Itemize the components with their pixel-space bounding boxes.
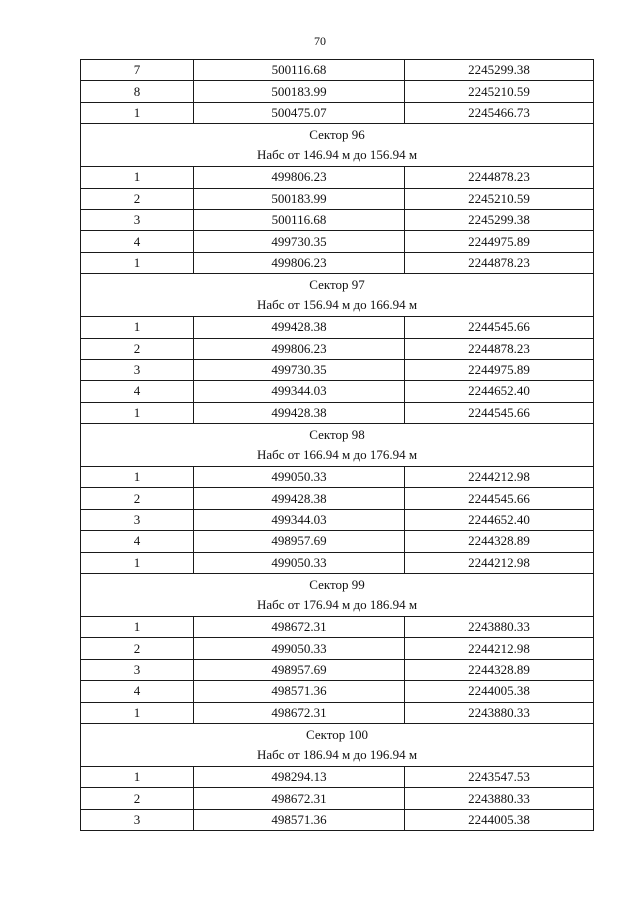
- x-coordinate-cell: 498957.69: [194, 659, 405, 680]
- point-number-cell: 2: [81, 788, 194, 809]
- point-number-cell: 1: [81, 702, 194, 723]
- x-coordinate-cell: 499050.33: [194, 467, 405, 488]
- x-coordinate-cell: 499428.38: [194, 488, 405, 509]
- point-number-cell: 1: [81, 167, 194, 188]
- y-coordinate-cell: 2243880.33: [405, 617, 594, 638]
- y-coordinate-cell: 2244652.40: [405, 381, 594, 402]
- y-coordinate-cell: 2244545.66: [405, 488, 594, 509]
- x-coordinate-cell: 499344.03: [194, 509, 405, 530]
- table-row: [81, 359, 594, 380]
- y-coordinate-cell: 2244005.38: [405, 681, 594, 702]
- x-coordinate-cell: 500116.68: [194, 60, 405, 81]
- y-coordinate-cell: 2243880.33: [405, 788, 594, 809]
- y-coordinate-cell: 2244975.89: [405, 359, 594, 380]
- x-coordinate-cell: 499806.23: [194, 338, 405, 359]
- x-coordinate-cell: 499050.33: [194, 552, 405, 573]
- table-row: [81, 638, 594, 659]
- sector-header-row: [81, 124, 594, 167]
- sector-height-range: Набс от 156.94 м до 166.94 м: [256, 297, 418, 313]
- table-row: [81, 317, 594, 338]
- point-number-cell: 1: [81, 766, 194, 787]
- point-number-cell: 1: [81, 552, 194, 573]
- coordinates-table: [80, 59, 594, 831]
- table-row: [81, 60, 594, 81]
- y-coordinate-cell: 2245210.59: [405, 81, 594, 102]
- y-coordinate-cell: 2244975.89: [405, 231, 594, 252]
- x-coordinate-cell: 499344.03: [194, 381, 405, 402]
- point-number-cell: 2: [81, 188, 194, 209]
- table-row: [81, 338, 594, 359]
- sector-height-range: Набс от 166.94 м до 176.94 м: [256, 447, 418, 463]
- table-row: [81, 102, 594, 123]
- point-number-cell: 7: [81, 60, 194, 81]
- table-row: [81, 766, 594, 787]
- sector-header: [81, 274, 594, 317]
- y-coordinate-cell: 2245210.59: [405, 188, 594, 209]
- point-number-cell: 3: [81, 509, 194, 530]
- table-row: [81, 809, 594, 830]
- sector-title: Сектор 97: [309, 277, 365, 293]
- sector-title: Сектор 99: [309, 577, 365, 593]
- sector-title: Сектор 98: [309, 427, 365, 443]
- y-coordinate-cell: 2244212.98: [405, 552, 594, 573]
- sector-header: [81, 124, 594, 167]
- x-coordinate-cell: 499428.38: [194, 317, 405, 338]
- x-coordinate-cell: 498571.36: [194, 681, 405, 702]
- table-row: [81, 209, 594, 230]
- y-coordinate-cell: 2244878.23: [405, 167, 594, 188]
- table-row: [81, 659, 594, 680]
- y-coordinate-cell: 2243547.53: [405, 766, 594, 787]
- table-row: [81, 252, 594, 273]
- coordinates-table-body: [81, 60, 594, 831]
- table-row: [81, 788, 594, 809]
- point-number-cell: 1: [81, 252, 194, 273]
- point-number-cell: 1: [81, 467, 194, 488]
- x-coordinate-cell: 499050.33: [194, 638, 405, 659]
- y-coordinate-cell: 2244328.89: [405, 531, 594, 552]
- sector-header-row: [81, 424, 594, 467]
- sector-header-row: [81, 574, 594, 617]
- x-coordinate-cell: 498672.31: [194, 788, 405, 809]
- y-coordinate-cell: 2244878.23: [405, 338, 594, 359]
- point-number-cell: 4: [81, 681, 194, 702]
- table-row: [81, 81, 594, 102]
- table-row: [81, 167, 594, 188]
- y-coordinate-cell: 2245466.73: [405, 102, 594, 123]
- table-row: [81, 702, 594, 723]
- y-coordinate-cell: 2244005.38: [405, 809, 594, 830]
- x-coordinate-cell: 499730.35: [194, 231, 405, 252]
- point-number-cell: 1: [81, 317, 194, 338]
- y-coordinate-cell: 2245299.38: [405, 209, 594, 230]
- y-coordinate-cell: 2244652.40: [405, 509, 594, 530]
- table-row: [81, 552, 594, 573]
- sector-header: [81, 424, 594, 467]
- point-number-cell: 3: [81, 809, 194, 830]
- point-number-cell: 3: [81, 659, 194, 680]
- sector-header-row: [81, 274, 594, 317]
- table-row: [81, 381, 594, 402]
- x-coordinate-cell: 500183.99: [194, 188, 405, 209]
- x-coordinate-cell: 498672.31: [194, 702, 405, 723]
- sector-height-range: Набс от 186.94 м до 196.94 м: [256, 746, 418, 762]
- point-number-cell: 3: [81, 209, 194, 230]
- x-coordinate-cell: 499730.35: [194, 359, 405, 380]
- point-number-cell: 2: [81, 638, 194, 659]
- y-coordinate-cell: 2243880.33: [405, 702, 594, 723]
- y-coordinate-cell: 2244212.98: [405, 638, 594, 659]
- x-coordinate-cell: 499806.23: [194, 252, 405, 273]
- table-row: [81, 681, 594, 702]
- point-number-cell: 1: [81, 617, 194, 638]
- sector-header-row: [81, 723, 594, 766]
- table-row: [81, 531, 594, 552]
- sector-title: Сектор 100: [305, 726, 368, 742]
- table-row: [81, 231, 594, 252]
- table-row: [81, 488, 594, 509]
- y-coordinate-cell: 2244212.98: [405, 467, 594, 488]
- point-number-cell: 1: [81, 402, 194, 423]
- table-row: [81, 617, 594, 638]
- x-coordinate-cell: 500116.68: [194, 209, 405, 230]
- table-row: [81, 188, 594, 209]
- x-coordinate-cell: 500475.07: [194, 102, 405, 123]
- table-row: [81, 509, 594, 530]
- x-coordinate-cell: 498672.31: [194, 617, 405, 638]
- y-coordinate-cell: 2244328.89: [405, 659, 594, 680]
- sector-title: Сектор 96: [309, 127, 365, 143]
- sector-height-range: Набс от 146.94 м до 156.94 м: [256, 147, 418, 163]
- sector-header: [81, 574, 594, 617]
- point-number-cell: 4: [81, 531, 194, 552]
- point-number-cell: 8: [81, 81, 194, 102]
- table-row: [81, 467, 594, 488]
- point-number-cell: 1: [81, 102, 194, 123]
- x-coordinate-cell: 499428.38: [194, 402, 405, 423]
- page-number: 70: [314, 34, 326, 48]
- table-row: [81, 402, 594, 423]
- x-coordinate-cell: 498571.36: [194, 809, 405, 830]
- y-coordinate-cell: 2245299.38: [405, 60, 594, 81]
- y-coordinate-cell: 2244545.66: [405, 402, 594, 423]
- point-number-cell: 4: [81, 231, 194, 252]
- sector-header: [81, 723, 594, 766]
- point-number-cell: 2: [81, 338, 194, 359]
- point-number-cell: 2: [81, 488, 194, 509]
- point-number-cell: 3: [81, 359, 194, 380]
- point-number-cell: 4: [81, 381, 194, 402]
- y-coordinate-cell: 2244878.23: [405, 252, 594, 273]
- x-coordinate-cell: 499806.23: [194, 167, 405, 188]
- x-coordinate-cell: 498294.13: [194, 766, 405, 787]
- y-coordinate-cell: 2244545.66: [405, 317, 594, 338]
- x-coordinate-cell: 498957.69: [194, 531, 405, 552]
- sector-height-range: Набс от 176.94 м до 186.94 м: [256, 597, 418, 613]
- x-coordinate-cell: 500183.99: [194, 81, 405, 102]
